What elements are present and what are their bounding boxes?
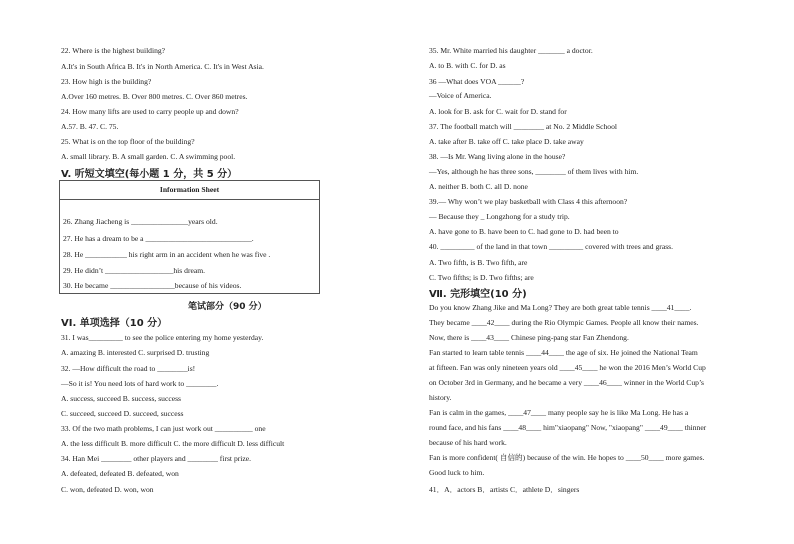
q24: 24. How many lifts are used to carry people up and down? — [61, 107, 239, 116]
passage-line: because of his hard work. — [429, 438, 507, 447]
q33-options: A. the less difficult B. more difficult C. the more difficult D. less difficult — [61, 439, 285, 448]
passage-line: Good luck to him. — [429, 468, 485, 477]
q28: 28. He ___________ his right arm in an accident when he was five . — [63, 250, 271, 259]
q32-reply: —So it is! You need lots of hard work to ________. — [61, 379, 219, 388]
q37-options: A. take after B. take off C. take place D. take away — [429, 137, 584, 146]
section5-heading: V. 听短文填空(每小题 1 分，共 5 分） — [61, 169, 238, 180]
passage-line: They became ____42____ during the Rio Olympic Games. People all know their names. — [429, 318, 699, 327]
section7-heading: Ⅶ. 完形填空(10 分) — [429, 289, 527, 300]
q31-options: A. amazing B. interested C. surprised D. trusting — [61, 348, 210, 357]
passage-line: Now, there is ____43____ Chinese ping-pang star Fan Zhendong. — [429, 333, 629, 342]
q38-options: A. neither B. both C. all D. none — [429, 182, 528, 191]
q34-options-ab: A. defeated, defeated B. defeated, won — [61, 469, 179, 478]
q26: 26. Zhang Jiacheng is _______________years old. — [63, 217, 218, 226]
q32-options-cd: C. succeed, succeed D. succeed, success — [61, 409, 184, 418]
q35: 35. Mr. White married his daughter _______ a doctor. — [429, 46, 593, 55]
q29: 29. He didn’t __________________his dream. — [63, 266, 206, 275]
q36-reply: —Voice of America. — [429, 91, 492, 100]
q36: 36 —What does VOA ______? — [429, 77, 525, 86]
q41-options: 41．A．actors B．artists C．athlete D．singers — [429, 485, 580, 494]
passage-line: on October 3rd in Germany, and he became a very ____46____ winner in the World Cup’s — [429, 378, 705, 387]
q40: 40. _________ of the land in that town _________ covered with trees and grass. — [429, 242, 674, 251]
q30: 30. He became _________________because of his videos. — [63, 281, 242, 290]
q33: 33. Of the two math problems, I can just work out __________ one — [61, 424, 266, 433]
q40-options-cd: C. Two fifths; is D. Two fifths; are — [429, 273, 534, 282]
q24-options: A.57. B. 47. C. 75. — [61, 122, 119, 131]
q34-options-cd: C. won, defeated D. won, won — [61, 485, 154, 494]
q38-reply: —Yes, although he has three sons, ________ of them lives with him. — [429, 167, 639, 176]
passage-line: Fan is more confident( 自信的) because of the win. He hopes to ____50____ more games. — [429, 453, 705, 462]
q36-options: A. look for B. ask for C. wait for D. stand for — [429, 107, 567, 116]
information-sheet — [59, 180, 320, 294]
q23-options: A.Over 160 metres. B. Over 800 metres. C. Over 860 metres. — [61, 92, 248, 101]
q39-options: A. have gone to B. have been to C. had gone to D. had been to — [429, 227, 619, 236]
q40-options-ab: A. Two fifth, is B. Two fifth, are — [429, 258, 528, 267]
q37: 37. The football match will ________ at No. 2 Middle School — [429, 122, 617, 131]
passage-line: Do you know Zhang Jike and Ma Long? They are both great table tennis ____41____. — [429, 303, 692, 312]
q25-options: A. small library. B. A small garden. C. A swimming pool. — [61, 152, 236, 161]
q31: 31. I was_________ to see the police entering my home yesterday. — [61, 333, 264, 342]
passage-line: Fan started to learn table tennis ____44____ the age of six. He joined the National Team — [429, 348, 698, 357]
q32-options-ab: A. success, succeed B. success, success — [61, 394, 181, 403]
q27: 27. He has a dream to be a ____________________________. — [63, 234, 254, 243]
q32: 32. —How difficult the road to ________is! — [61, 364, 196, 373]
q23: 23. How high is the building? — [61, 77, 152, 86]
q25: 25. What is on the top floor of the building? — [61, 137, 195, 146]
passage-line: round face, and his fans ____48____ him"xiaopang" Now, "xiaopang" ____49____ thinner — [429, 423, 707, 432]
q34: 34. Han Mei ________ other players and ________ first prize. — [61, 454, 252, 463]
q39: 39.— Why won’t we play basketball with Class 4 this afternoon? — [429, 197, 628, 206]
passage-line: at fifteen. Fan was only nineteen years old ____45____ he won the 2016 Men’s World Cup — [429, 363, 706, 372]
passage-line: Fan is calm in the games, ____47____ many people say he is like Ma Long. He has a — [429, 408, 689, 417]
q22-options: A.It's in South Africa B. It's in North America. C. It's in West Asia. — [61, 62, 264, 71]
q39-reply: — Because they _ Longzhong for a study trip. — [429, 212, 570, 221]
sheet-title: Information Sheet — [60, 181, 319, 200]
passage-line: history. — [429, 393, 452, 402]
written-part-heading: 笔试部分（90 分） — [188, 302, 267, 312]
section6-heading: VI. 单项选择（10 分） — [61, 318, 168, 329]
q35-options: A. to B. with C. for D. as — [429, 61, 506, 70]
q22: 22. Where is the highest building? — [61, 46, 166, 55]
q38: 38. —Is Mr. Wang living alone in the house? — [429, 152, 566, 161]
